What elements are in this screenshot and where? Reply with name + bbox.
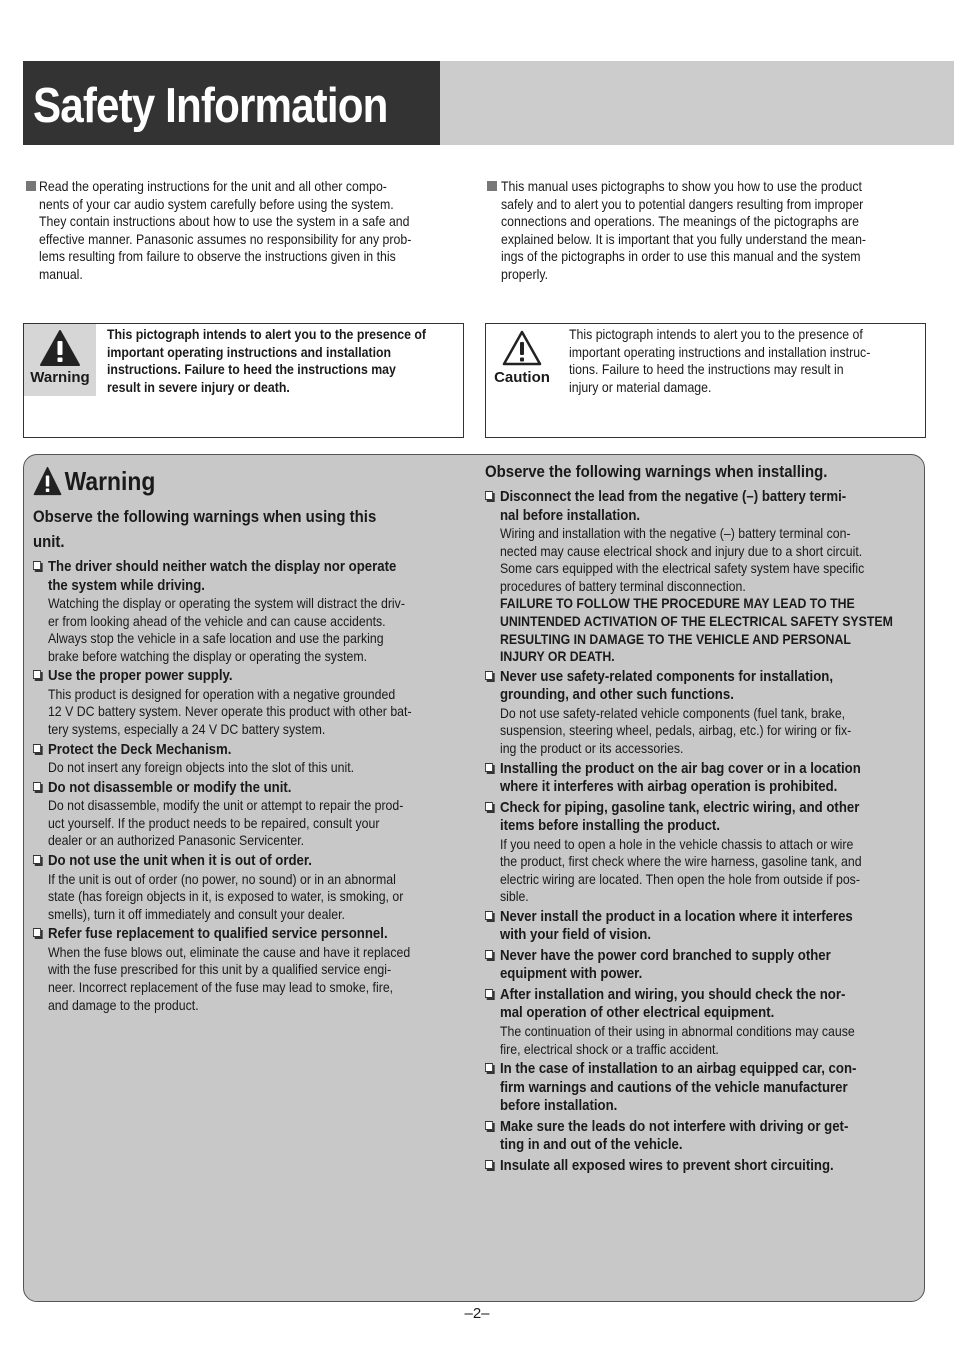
intro-line: effective manner. Panasonic assumes no responsibility for any prob- [39,230,412,247]
warning-item-title-line: firm warnings and cautions of the vehicle manufacturer [499,1078,848,1096]
warning-item-body-line: sible. [499,888,529,905]
intro-right-text [501,178,923,284]
warning-item-body [500,1023,925,1058]
intro-line: lems resulting from failure to observe the instructions given in this [39,248,396,265]
warning-item-title [48,558,473,595]
warning-item-body-line: 12 V DC battery system. Never operate this product with other bat- [47,703,412,720]
warning-item-body-line: Always stop the vehicle in a safe location and use the parking [47,630,384,647]
checkbox-bullet-icon [485,1121,493,1130]
warning-item-title-line: before installation. [499,1097,618,1115]
warning-item-title-line: Protect the Deck Mechanism. [47,740,232,758]
warning-item-body-line: Do not disassemble, modify the unit or attempt to repair the prod- [47,797,404,814]
intro-line: This manual uses pictographs to show you how to use the product [501,178,862,194]
warning-item-body-line: tery systems, especially a 24 V DC battery system. [47,721,326,738]
warning-item-body-line: er from looking ahead of the vehicle and can cause accidents. [47,612,386,629]
checkbox-bullet-icon [33,782,41,791]
warning-item-title [500,1157,925,1176]
warning-item-title [500,668,925,705]
warning-item-body [48,759,473,777]
warning-item-title-line: the system while driving. [47,576,205,594]
checkbox-bullet-icon [485,802,493,811]
warning-label: Warning [30,369,90,386]
warning-item-title-line: with your field of vision. [499,926,652,944]
warning-item-body [500,705,925,758]
warning-right-column [485,459,925,1175]
checkbox-bullet-icon [485,763,493,772]
warning-item-title [500,947,925,984]
warning-item-body-line: Do not insert any foreign objects into the slot of this unit. [47,759,355,776]
warning-item-body-line: If you need to open a hole in the vehicle chassis to attach or wire [499,835,854,852]
warning-item [485,1157,925,1176]
warning-item-title [48,852,473,871]
warning-item [485,488,925,666]
warning-item-title-line: In the case of installation to an airbag equipped car, con- [499,1060,857,1078]
warning-item [33,852,473,923]
warning-heading [33,466,473,496]
pictograph-text-line: This pictograph intends to alert you to the presence of [107,326,426,342]
warning-item-title-line: Installing the product on the air bag cover or in a location [499,759,861,777]
checkbox-bullet-icon [485,950,493,959]
warning-item-emphasis [500,595,925,665]
warning-item-body-line: Watching the display or operating the system will distract the driv- [47,595,405,611]
warning-item-title [500,986,925,1023]
intro-line: connections and operations. The meanings of the pictographs are [501,213,859,230]
warning-item-body [48,797,473,850]
warning-item [485,908,925,945]
warning-item [33,667,473,738]
section-heading-line: Observe the following warnings when using this [33,507,377,526]
checkbox-bullet-icon [33,561,41,570]
warning-item-body-line: neer. Incorrect replacement of the fuse may lead to smoke, fire, [47,979,394,995]
warning-item-body-line: Do not use safety-related vehicle components (fuel tank, brake, [499,704,846,721]
warning-item-title [48,667,473,686]
warning-item-body [48,944,473,1014]
warning-item-title-line: Never have the power cord branched to supply other [499,946,831,964]
caution-pictograph [486,324,558,396]
intro-line: ings of the pictographs in order to use this manual and the system [501,248,861,265]
intro-line: explained below. It is important that you fully understand the mean- [501,230,867,247]
warning-item-body-line: If the unit is out of order (no power, no sound) or in an abnormal [47,870,396,887]
warning-heading-text: Warning [64,466,156,496]
intro-line: safely and to alert you to potential dangers resulting from improper [501,195,864,212]
page-number: –2– [464,1305,490,1322]
warning-item-body-line: Wiring and installation with the negative (–) battery terminal con- [499,525,851,541]
warning-item-body-line: Some cars equipped with the electrical safety system have specific [499,560,865,577]
checkbox-bullet-icon [485,671,493,680]
warning-item-body [48,595,473,665]
warning-pictograph-box [23,323,464,438]
warning-pictograph-text [107,326,459,396]
checkbox-bullet-icon [33,744,41,753]
warning-item-title-line: Never use safety-related components for installation, [499,667,833,685]
intro-line: manual. [39,265,83,282]
warning-item-body-line: This product is designed for operation with a negative grounded [47,685,396,702]
warning-item-title-line: The driver should neither watch the display nor operate [47,558,397,575]
section-heading-line: unit. [33,532,65,551]
warning-item-emphasis-line: FAILURE TO FOLLOW THE PROCEDURE MAY LEAD TO THE [499,595,855,612]
checkbox-bullet-icon [485,491,493,500]
checkbox-bullet-icon [485,989,493,998]
warning-item [33,925,473,1014]
intro-left-text [39,178,461,284]
warning-item-body-line: with the fuse prescribed for this unit by a qualified service engi- [47,961,392,978]
checkbox-bullet-icon [485,1063,493,1072]
warning-item [485,799,925,906]
warning-item-body-line: state (has foreign objects in it, is exposed to water, is smoking, or [47,888,404,905]
warning-item-title-line: Never install the product in a location where it interferes [499,907,853,925]
warning-item-body-line: electric wiring are located. Then open the hole from outside if pos- [499,870,860,887]
intro-line: properly. [501,265,549,282]
intro-line: Read the operating instructions for the unit and all other compo- [39,178,387,194]
warning-item-title-line: Do not use the unit when it is out of order. [47,852,312,870]
warning-item-title [500,908,925,945]
warning-item-title [500,760,925,797]
checkbox-bullet-icon [485,911,493,920]
warning-item [485,947,925,984]
warning-item-title-line: items before installing the product. [499,817,720,835]
pictograph-text-line: important operating instructions and installation [107,343,392,360]
square-bullet-icon [487,181,497,191]
using-warnings-list [33,558,473,1014]
caution-pictograph-text [569,326,921,396]
pictograph-text-line: injury or material damage. [569,378,712,395]
warning-item-body-line: procedures of battery terminal disconnection. [499,577,746,594]
intro-left [26,178,519,284]
intro-right [487,178,954,284]
warning-item-title-line: After installation and wiring, you should check the nor- [499,985,846,1003]
warning-item-body [48,871,473,924]
pictograph-text-line: instructions. Failure to heed the instructions may [107,361,396,378]
pictograph-text-line: important operating instructions and installation instruc- [569,343,871,360]
warning-item-title-line: equipment with power. [499,965,643,983]
pictograph-text-line: tions. Failure to heed the instructions may result in [569,361,844,378]
warning-item-title-line: where it interferes with airbag operation is prohibited. [499,778,838,796]
warning-item-title-line: Insulate all exposed wires to prevent short circuiting. [499,1156,834,1174]
checkbox-bullet-icon [33,855,41,864]
warning-item-body-line: When the fuse blows out, eliminate the cause and have it replaced [47,943,411,960]
warning-item-emphasis-line: RESULTING IN DAMAGE TO THE VEHICLE AND PERSONAL [499,630,851,647]
caution-pictograph-box [485,323,926,438]
warning-item-title-line: grounding, and other such functions. [499,686,734,704]
warning-item-emphasis-line: UNINTENDED ACTIVATION OF THE ELECTRICAL SAFETY SYSTEM [499,612,893,629]
using-warnings-heading [33,504,473,554]
warning-pictograph [24,324,96,396]
warning-item [33,779,473,850]
warning-item-body-line: suspension, steering wheel, pedals, airbag, etc.) for wiring or fix- [499,722,852,739]
page-title: Safety Information [33,79,388,133]
warning-item-title [48,779,473,798]
warning-item-title-line: Refer fuse replacement to qualified service personnel. [47,925,388,943]
warning-item [485,668,925,758]
intro-line: nents of your car audio system carefully before using the system. [39,195,394,212]
warning-item-title-line: ting in and out of the vehicle. [499,1136,683,1154]
warning-item-body-line: nected may cause electrical shock and injury due to a short circuit. [499,542,863,559]
caution-label: Caution [494,369,550,386]
warning-item [33,558,473,665]
checkbox-bullet-icon [485,1160,493,1169]
warning-item-title-line: Disconnect the lead from the negative (–) battery termi- [499,488,847,505]
warning-item-body [500,836,925,906]
installing-warnings-heading: Observe the following warnings when installing. [485,462,828,481]
warning-item-title [500,1060,925,1116]
warning-item-body-line: brake before watching the display or operating the system. [47,647,368,664]
warning-item [33,741,473,777]
warning-item [485,986,925,1058]
square-bullet-icon [26,181,36,191]
warning-item-body-line: the product, first check where the wire harness, gasoline tank, and [499,853,862,870]
warning-item-title-line: Check for piping, gasoline tank, electric wiring, and other [499,798,860,816]
warning-item-body-line: smells), turn it off immediately and consult your dealer. [47,905,345,922]
pictograph-text-line: result in severe injury or death. [107,378,290,395]
checkbox-bullet-icon [33,670,41,679]
warning-item-title-line: nal before installation. [499,506,641,524]
warning-item-body-line: uct yourself. If the product needs to be repaired, consult your [47,814,380,831]
warning-filled-triangle-icon [33,466,62,496]
warning-item-body-line: ing the product or its accessories. [499,739,684,756]
warning-item-title-line: Use the proper power supply. [47,667,233,685]
warning-item-body-line: and damage to the product. [47,996,199,1013]
warning-item-body [48,686,473,739]
intro-line: They contain instructions about how to use the system in a safe and [39,213,410,230]
warning-item [485,1118,925,1155]
warning-item-title-line: Do not disassemble or modify the unit. [47,778,292,796]
warning-item-title [48,741,473,760]
pictograph-text-line: This pictograph intends to alert you to the presence of [569,326,863,342]
warning-filled-triangle-icon [39,329,81,367]
warning-item-title-line: mal operation of other electrical equipment. [499,1004,775,1022]
warning-item-emphasis-line: INJURY OR DEATH. [499,648,615,665]
installing-warnings-list [485,488,925,1175]
warning-item-body-line: fire, electrical shock or a traffic accident. [499,1040,719,1057]
warning-item-body-line: dealer or an authorized Panasonic Servicenter. [47,832,305,849]
warning-item-title [500,799,925,836]
warning-left-column [33,466,473,1014]
warning-item [485,1060,925,1116]
checkbox-bullet-icon [33,928,41,937]
warning-item-body [500,525,925,595]
warning-item-title [500,488,925,525]
warning-item-title-line: Make sure the leads do not interfere with driving or get- [499,1117,849,1135]
warning-item-title [500,1118,925,1155]
warning-item-title [48,925,473,944]
warning-item [485,760,925,797]
warning-item-body-line: The continuation of their using in abnormal conditions may cause [499,1022,855,1039]
caution-outline-triangle-icon [501,329,543,367]
